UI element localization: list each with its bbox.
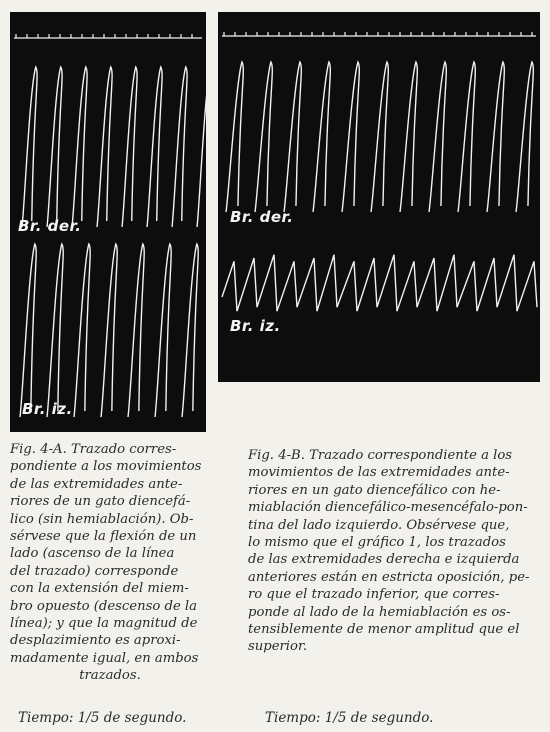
caption-line: desplazimiento es aproxi- (10, 633, 181, 649)
caption-line: ponde al lado de la hemiablación es os- (248, 604, 511, 620)
caption-line: lado (ascenso de la línea (10, 546, 175, 562)
trace-br-iz-b (222, 255, 537, 312)
caption-line: de las extremidades derecha e izquierda (248, 552, 520, 568)
trace-br-der-b (226, 62, 533, 212)
caption-line: Fig. 4-A. Trazado corres- (10, 442, 177, 457)
caption-line: de las extremidades ante- (10, 476, 183, 492)
caption-line: lico (sin hemiablación). Ob- (10, 511, 194, 527)
figure-4a-caption (10, 441, 210, 685)
caption-line: madamente igual, en ambos (10, 650, 199, 666)
caption-line: bro opuesto (descenso de la (10, 598, 198, 614)
caption-line: superior. (248, 639, 308, 655)
caption-line: del trazado) corresponde (10, 563, 179, 579)
caption-line: anteriores están en estricta oposición, pe- (248, 569, 530, 585)
figure-4a-time-scale: Tiempo: 1/5 de segundo. (18, 710, 187, 726)
caption-line: pondiente a los movimientos (10, 459, 202, 475)
caption-line: tina del lado izquierdo. Obsérvese que, (248, 517, 510, 533)
label-br-iz-b: Br. iz. (230, 317, 281, 335)
caption-line: riores de un gato diencefá- (10, 494, 191, 510)
figure-4b-caption (248, 447, 538, 656)
figure-4b-trace-panel (218, 12, 540, 382)
caption-line: movimientos de las extremidades ante- (248, 465, 510, 481)
figure-4b-time-scale: Tiempo: 1/5 de segundo. (265, 710, 434, 726)
caption-line: sérvese que la flexión de un (10, 529, 197, 545)
caption-line: miablación diencefálico-mesencéfalo-pon- (248, 500, 528, 516)
trace-br-iz-a (20, 244, 198, 417)
label-br-iz-a: Br. iz. (22, 400, 73, 418)
caption-line: trazados. (79, 668, 141, 684)
caption-line: riores en un gato diencefálico con he- (248, 482, 501, 498)
figure-4a-trace-panel (10, 12, 206, 432)
caption-line: con la extensión del miem- (10, 581, 189, 597)
trace-br-der-a (22, 67, 206, 227)
caption-line: Fig. 4-B. Trazado correspondiente a los (248, 448, 513, 463)
label-br-der-a: Br. der. (18, 217, 82, 235)
caption-line: línea); y que la magnitud de (10, 616, 198, 632)
caption-line: lo mismo que el gráfico 1, los trazados (248, 535, 506, 551)
label-br-der-b: Br. der. (230, 208, 294, 226)
caption-line: tensiblemente de menor amplitud que el (248, 622, 520, 638)
caption-line: ro que el trazado inferior, que corres- (248, 587, 500, 603)
